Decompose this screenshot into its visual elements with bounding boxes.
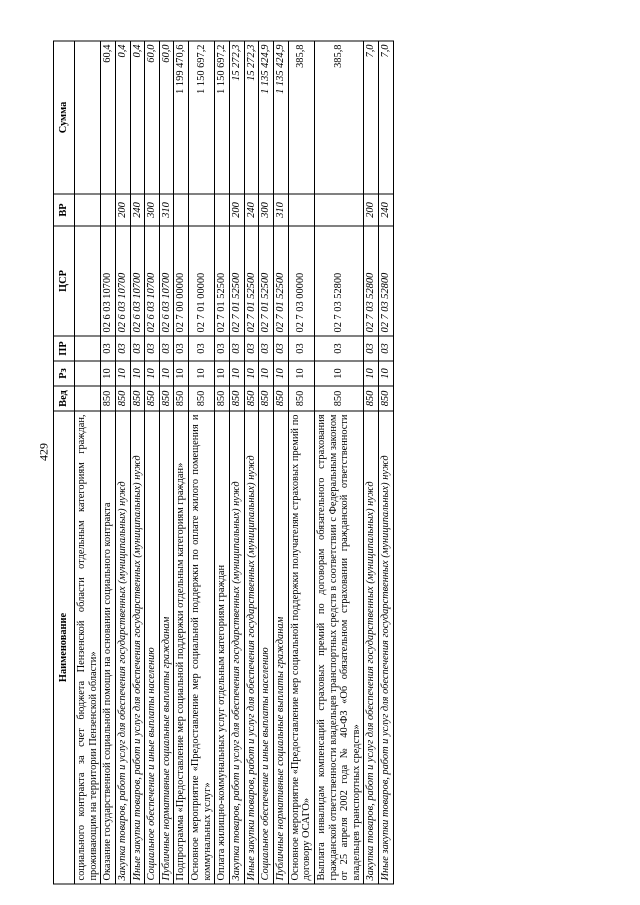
cell-csr	[75, 226, 101, 336]
cell-ved: 850	[273, 386, 288, 411]
cell-sum	[75, 41, 101, 194]
cell-sum: 60,0	[159, 41, 174, 194]
cell-sum: 385,8	[314, 41, 364, 194]
cell-ved: 850	[314, 386, 364, 411]
header-sum: Сумма	[54, 41, 75, 194]
cell-sum: 7,0	[364, 41, 379, 194]
cell-vr: 240	[244, 194, 259, 226]
cell-rz: 10	[115, 361, 130, 386]
table-row	[145, 41, 160, 884]
cell-name: Основное мероприятие «Предоставление мер социальной поддержки получателям страховых премий по договору ОСАГО»	[288, 411, 314, 884]
cell-name: Публичные нормативные социальные выплаты гражданам	[159, 411, 174, 884]
header-rz: Рз	[54, 361, 75, 386]
cell-vr	[75, 194, 101, 226]
cell-rz: 10	[174, 361, 189, 386]
cell-rz: 10	[145, 361, 160, 386]
cell-csr: 02 7 01 00000	[189, 226, 215, 336]
table-body	[75, 41, 394, 884]
cell-pr: 03	[174, 336, 189, 361]
cell-ved: 850	[101, 386, 116, 411]
cell-rz: 10	[379, 361, 394, 386]
cell-sum: 7,0	[379, 41, 394, 194]
cell-vr: 310	[273, 194, 288, 226]
table-row	[259, 41, 274, 884]
cell-rz: 10	[288, 361, 314, 386]
cell-ved: 850	[288, 386, 314, 411]
cell-name: Оказание государственной социальной помощи на основании социального контракта	[101, 411, 116, 884]
cell-name: Иные закупки товаров, работ и услуг для обеспечения государственных (муниципальных) нужд	[130, 411, 145, 884]
cell-name: Социальное обеспечение и иные выплаты населению	[259, 411, 274, 884]
cell-name: Закупка товаров, работ и услуг для обеспечения государственных (муниципальных) нужд	[364, 411, 379, 884]
cell-rz: 10	[244, 361, 259, 386]
cell-csr: 02 6 03 10700	[101, 226, 116, 336]
cell-ved: 850	[230, 386, 245, 411]
cell-name: Закупка товаров, работ и услуг для обеспечения государственных (муниципальных) нужд	[115, 411, 130, 884]
page-number: 429	[36, 443, 51, 461]
cell-csr: 02 7 03 52800	[314, 226, 364, 336]
cell-rz: 10	[364, 361, 379, 386]
cell-sum: 0,4	[130, 41, 145, 194]
cell-sum: 60,4	[101, 41, 116, 194]
cell-vr	[101, 194, 116, 226]
cell-ved: 850	[379, 386, 394, 411]
cell-ved: 850	[174, 386, 189, 411]
cell-vr	[189, 194, 215, 226]
cell-rz: 10	[230, 361, 245, 386]
cell-csr: 02 7 00 00000	[174, 226, 189, 336]
cell-csr: 02 6 03 10700	[145, 226, 160, 336]
cell-rz: 10	[130, 361, 145, 386]
cell-vr: 240	[379, 194, 394, 226]
cell-pr: 03	[259, 336, 274, 361]
table-row	[115, 41, 130, 884]
table-row	[364, 41, 379, 884]
cell-csr: 02 7 01 52500	[230, 226, 245, 336]
cell-pr: 03	[189, 336, 215, 361]
cell-sum: 1 199 470,6	[174, 41, 189, 194]
cell-sum: 1 150 697,2	[189, 41, 215, 194]
cell-rz: 10	[314, 361, 364, 386]
table-row	[75, 41, 101, 884]
budget-table-container	[53, 42, 587, 885]
table-row	[273, 41, 288, 884]
cell-sum: 15 272,3	[230, 41, 245, 194]
cell-rz: 10	[159, 361, 174, 386]
cell-name: Социальное обеспечение и иные выплаты населению	[145, 411, 160, 884]
cell-sum: 60,0	[145, 41, 160, 194]
cell-csr: 02 7 03 52800	[379, 226, 394, 336]
cell-pr: 03	[288, 336, 314, 361]
cell-csr: 02 7 01 52500	[273, 226, 288, 336]
cell-pr: 03	[273, 336, 288, 361]
cell-sum: 15 272,3	[244, 41, 259, 194]
cell-vr: 300	[145, 194, 160, 226]
cell-pr: 03	[230, 336, 245, 361]
cell-pr: 03	[364, 336, 379, 361]
table-row	[215, 41, 230, 884]
cell-name: Подпрограмма «Предоставление мер социальной поддержки отдельным категориям граждан»	[174, 411, 189, 884]
cell-name: социального контракта за счет бюджета Пензенской области отдельным категориям граждан, проживающим на территории Пензенской области»	[75, 411, 101, 884]
cell-sum: 1 135 424,9	[259, 41, 274, 194]
table-row	[101, 41, 116, 884]
cell-pr: 03	[101, 336, 116, 361]
cell-name: Иные закупки товаров, работ и услуг для обеспечения государственных (муниципальных) нужд	[244, 411, 259, 884]
cell-name: Публичные нормативные социальные выплаты гражданам	[273, 411, 288, 884]
table-row	[189, 41, 215, 884]
header-pr: ПР	[54, 336, 75, 361]
cell-rz: 10	[101, 361, 116, 386]
cell-vr	[314, 194, 364, 226]
cell-ved: 850	[259, 386, 274, 411]
cell-csr: 02 7 01 52500	[244, 226, 259, 336]
table-row	[174, 41, 189, 884]
cell-ved: 850	[145, 386, 160, 411]
table-row	[130, 41, 145, 884]
cell-ved: 850	[130, 386, 145, 411]
budget-table	[53, 41, 394, 885]
cell-pr: 03	[379, 336, 394, 361]
cell-rz	[75, 361, 101, 386]
cell-vr: 310	[159, 194, 174, 226]
table-row	[159, 41, 174, 884]
cell-pr: 03	[130, 336, 145, 361]
cell-sum: 1 135 424,9	[273, 41, 288, 194]
cell-csr: 02 6 03 10700	[115, 226, 130, 336]
cell-ved: 850	[159, 386, 174, 411]
cell-pr	[75, 336, 101, 361]
cell-csr: 02 7 03 00000	[288, 226, 314, 336]
cell-name: Закупка товаров, работ и услуг для обеспечения государственных (муниципальных) нужд	[230, 411, 245, 884]
header-vr: ВР	[54, 194, 75, 226]
cell-name: Выплата инвалидам компенсаций страховых премий по договорам обязательного страхования гражданской ответственности владельцев транспортных средств в соответствии с Федеральным законом от 25 апреля 2002 года № 40-ФЗ «Об обязательном страховании гражданской ответственности владельцев транспортных средств»	[314, 411, 364, 884]
header-name: Наименование	[54, 411, 75, 884]
cell-pr: 03	[145, 336, 160, 361]
table-row	[288, 41, 314, 884]
cell-rz: 10	[273, 361, 288, 386]
cell-rz: 10	[189, 361, 215, 386]
cell-csr: 02 7 01 52500	[259, 226, 274, 336]
cell-rz: 10	[259, 361, 274, 386]
table-row	[230, 41, 245, 884]
cell-vr: 200	[230, 194, 245, 226]
cell-vr: 300	[259, 194, 274, 226]
cell-ved: 850	[364, 386, 379, 411]
cell-pr: 03	[244, 336, 259, 361]
cell-vr: 200	[115, 194, 130, 226]
cell-pr: 03	[314, 336, 364, 361]
cell-pr: 03	[159, 336, 174, 361]
cell-pr: 03	[115, 336, 130, 361]
cell-vr	[174, 194, 189, 226]
table-row	[379, 41, 394, 884]
cell-csr: 02 7 01 52500	[215, 226, 230, 336]
cell-vr	[215, 194, 230, 226]
cell-ved: 850	[189, 386, 215, 411]
cell-sum: 1 150 697,2	[215, 41, 230, 194]
cell-ved	[75, 386, 101, 411]
cell-csr: 02 7 03 52800	[364, 226, 379, 336]
header-ved: Вед	[54, 386, 75, 411]
cell-name: Основное мероприятие «Предоставление мер социальной поддержки по оплате жилого помещения и коммунальных услуг»	[189, 411, 215, 884]
cell-vr: 240	[130, 194, 145, 226]
cell-vr	[288, 194, 314, 226]
table-row	[314, 41, 364, 884]
cell-csr: 02 6 03 10700	[130, 226, 145, 336]
cell-name: Иные закупки товаров, работ и услуг для обеспечения государственных (муниципальных) нужд	[379, 411, 394, 884]
header-csr: ЦСР	[54, 226, 75, 336]
cell-csr: 02 6 03 10700	[159, 226, 174, 336]
cell-rz: 10	[215, 361, 230, 386]
cell-ved: 850	[115, 386, 130, 411]
cell-ved: 850	[244, 386, 259, 411]
cell-sum: 0,4	[115, 41, 130, 194]
table-row	[244, 41, 259, 884]
cell-vr: 200	[364, 194, 379, 226]
cell-ved: 850	[215, 386, 230, 411]
cell-pr: 03	[215, 336, 230, 361]
table-header-row	[54, 41, 75, 884]
cell-name: Оплата жилищно-коммунальных услуг отдельным категориям граждан	[215, 411, 230, 884]
cell-sum: 385,8	[288, 41, 314, 194]
